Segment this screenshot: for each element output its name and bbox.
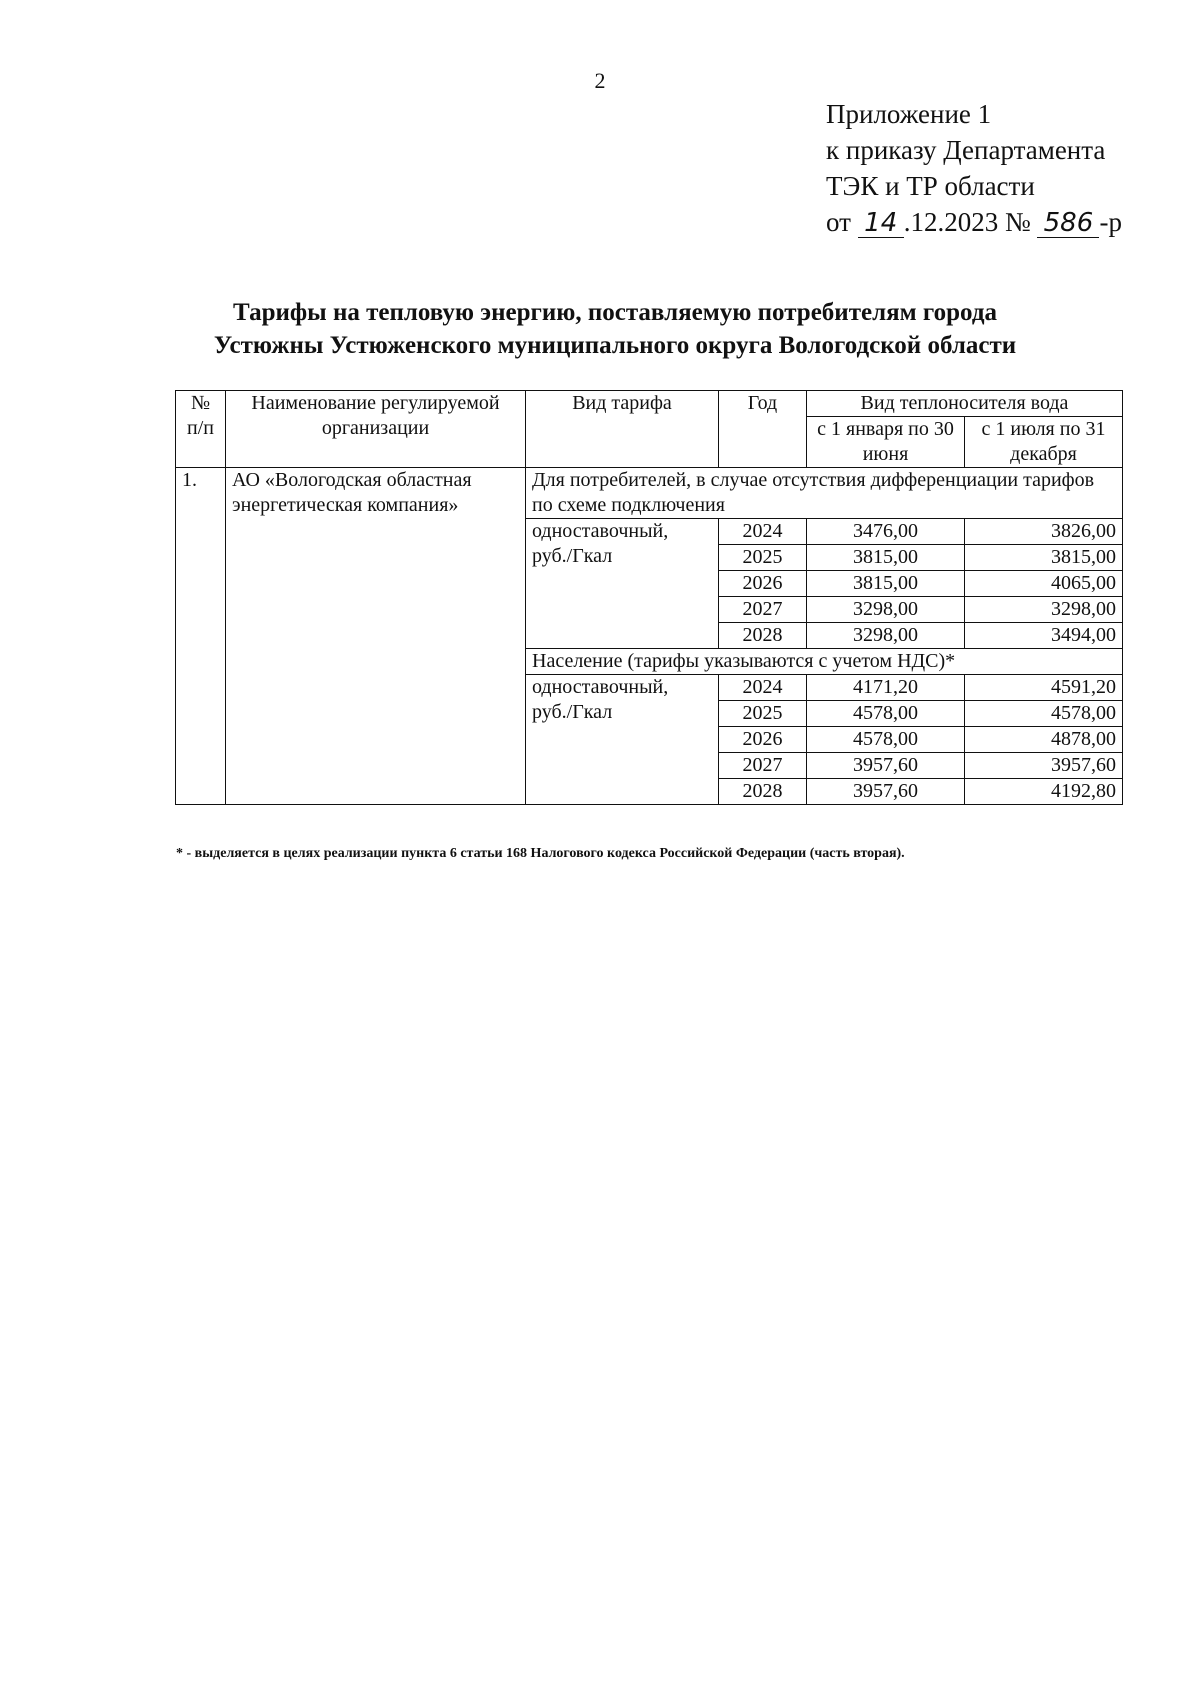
year-cell: 2024 bbox=[719, 519, 807, 545]
year-cell: 2025 bbox=[719, 701, 807, 727]
organization-name: АО «Вологодская областная энергетическая компания» bbox=[226, 468, 526, 805]
order-suffix: -р bbox=[1099, 207, 1122, 237]
year-cell: 2026 bbox=[719, 571, 807, 597]
title-line2: Устюжны Устюженского муниципального округа Вологодской области bbox=[213, 332, 1017, 359]
tariff-table bbox=[175, 390, 1123, 805]
tariff-h2: 3957,60 bbox=[965, 753, 1123, 779]
appendix-block bbox=[826, 96, 1122, 240]
title-line1: Тарифы на тепловую энергию, поставляемую потребителям города bbox=[233, 299, 997, 326]
header-period2: с 1 июля по 31 декабря bbox=[965, 417, 1123, 468]
appendix-line2: к приказу Департамента bbox=[826, 135, 1106, 165]
date-day-handwritten: 14 bbox=[858, 209, 904, 238]
year-cell: 2024 bbox=[719, 675, 807, 701]
tariff-h1: 4171,20 bbox=[807, 675, 965, 701]
header-period1: с 1 января по 30 июня bbox=[807, 417, 965, 468]
tariff-h1: 3957,60 bbox=[807, 753, 965, 779]
appendix-date-line bbox=[826, 204, 1122, 240]
group-label-row bbox=[176, 468, 1123, 519]
group-label: Для потребителей, в случае отсутствия дифференциации тарифов по схеме подключения bbox=[526, 468, 1123, 519]
tariff-type: одноставочный, руб./Гкал bbox=[526, 519, 719, 649]
page-number: 2 bbox=[594, 68, 606, 93]
tariff-h1: 3957,60 bbox=[807, 779, 965, 805]
header-row bbox=[176, 391, 1123, 417]
tariff-h1: 4578,00 bbox=[807, 701, 965, 727]
tariff-h1: 3476,00 bbox=[807, 519, 965, 545]
year-cell: 2025 bbox=[719, 545, 807, 571]
tariff-h1: 3298,00 bbox=[807, 597, 965, 623]
tariff-h2: 4065,00 bbox=[965, 571, 1123, 597]
date-prefix: от bbox=[826, 207, 851, 237]
appendix-line1: Приложение 1 bbox=[826, 99, 992, 129]
tariff-h1: 4578,00 bbox=[807, 727, 965, 753]
tariff-h2: 3826,00 bbox=[965, 519, 1123, 545]
tariff-h1: 3815,00 bbox=[807, 545, 965, 571]
row-number: 1. bbox=[176, 468, 226, 805]
tariff-h2: 4591,20 bbox=[965, 675, 1123, 701]
tariff-h2: 4192,80 bbox=[965, 779, 1123, 805]
group-label: Население (тарифы указываются с учетом НДС)* bbox=[526, 649, 1123, 675]
header-org: Наименование регулируемой организации bbox=[226, 391, 526, 468]
tariff-type: одноставочный, руб./Гкал bbox=[526, 675, 719, 805]
tariff-h2: 3298,00 bbox=[965, 597, 1123, 623]
appendix-line3: ТЭК и ТР области bbox=[826, 171, 1035, 201]
year-cell: 2028 bbox=[719, 623, 807, 649]
header-tariff-type: Вид тарифа bbox=[526, 391, 719, 468]
date-rest: .12.2023 № bbox=[903, 207, 1031, 237]
tariff-h2: 4878,00 bbox=[965, 727, 1123, 753]
tariff-h1: 3815,00 bbox=[807, 571, 965, 597]
document-title bbox=[130, 296, 1100, 362]
tariff-h1: 3298,00 bbox=[807, 623, 965, 649]
tariff-h2: 3815,00 bbox=[965, 545, 1123, 571]
header-num: № п/п bbox=[176, 391, 226, 468]
header-year: Год bbox=[719, 391, 807, 468]
tariff-h2: 4578,00 bbox=[965, 701, 1123, 727]
order-number-handwritten: 586 bbox=[1037, 209, 1099, 238]
header-carrier: Вид теплоносителя вода bbox=[807, 391, 1123, 417]
year-cell: 2026 bbox=[719, 727, 807, 753]
year-cell: 2027 bbox=[719, 597, 807, 623]
year-cell: 2028 bbox=[719, 779, 807, 805]
footnote: * - выделяется в целях реализации пункта 6 статьи 168 Налогового кодекса Российской Федерации (часть вторая). bbox=[176, 846, 905, 861]
year-cell: 2027 bbox=[719, 753, 807, 779]
tariff-h2: 3494,00 bbox=[965, 623, 1123, 649]
